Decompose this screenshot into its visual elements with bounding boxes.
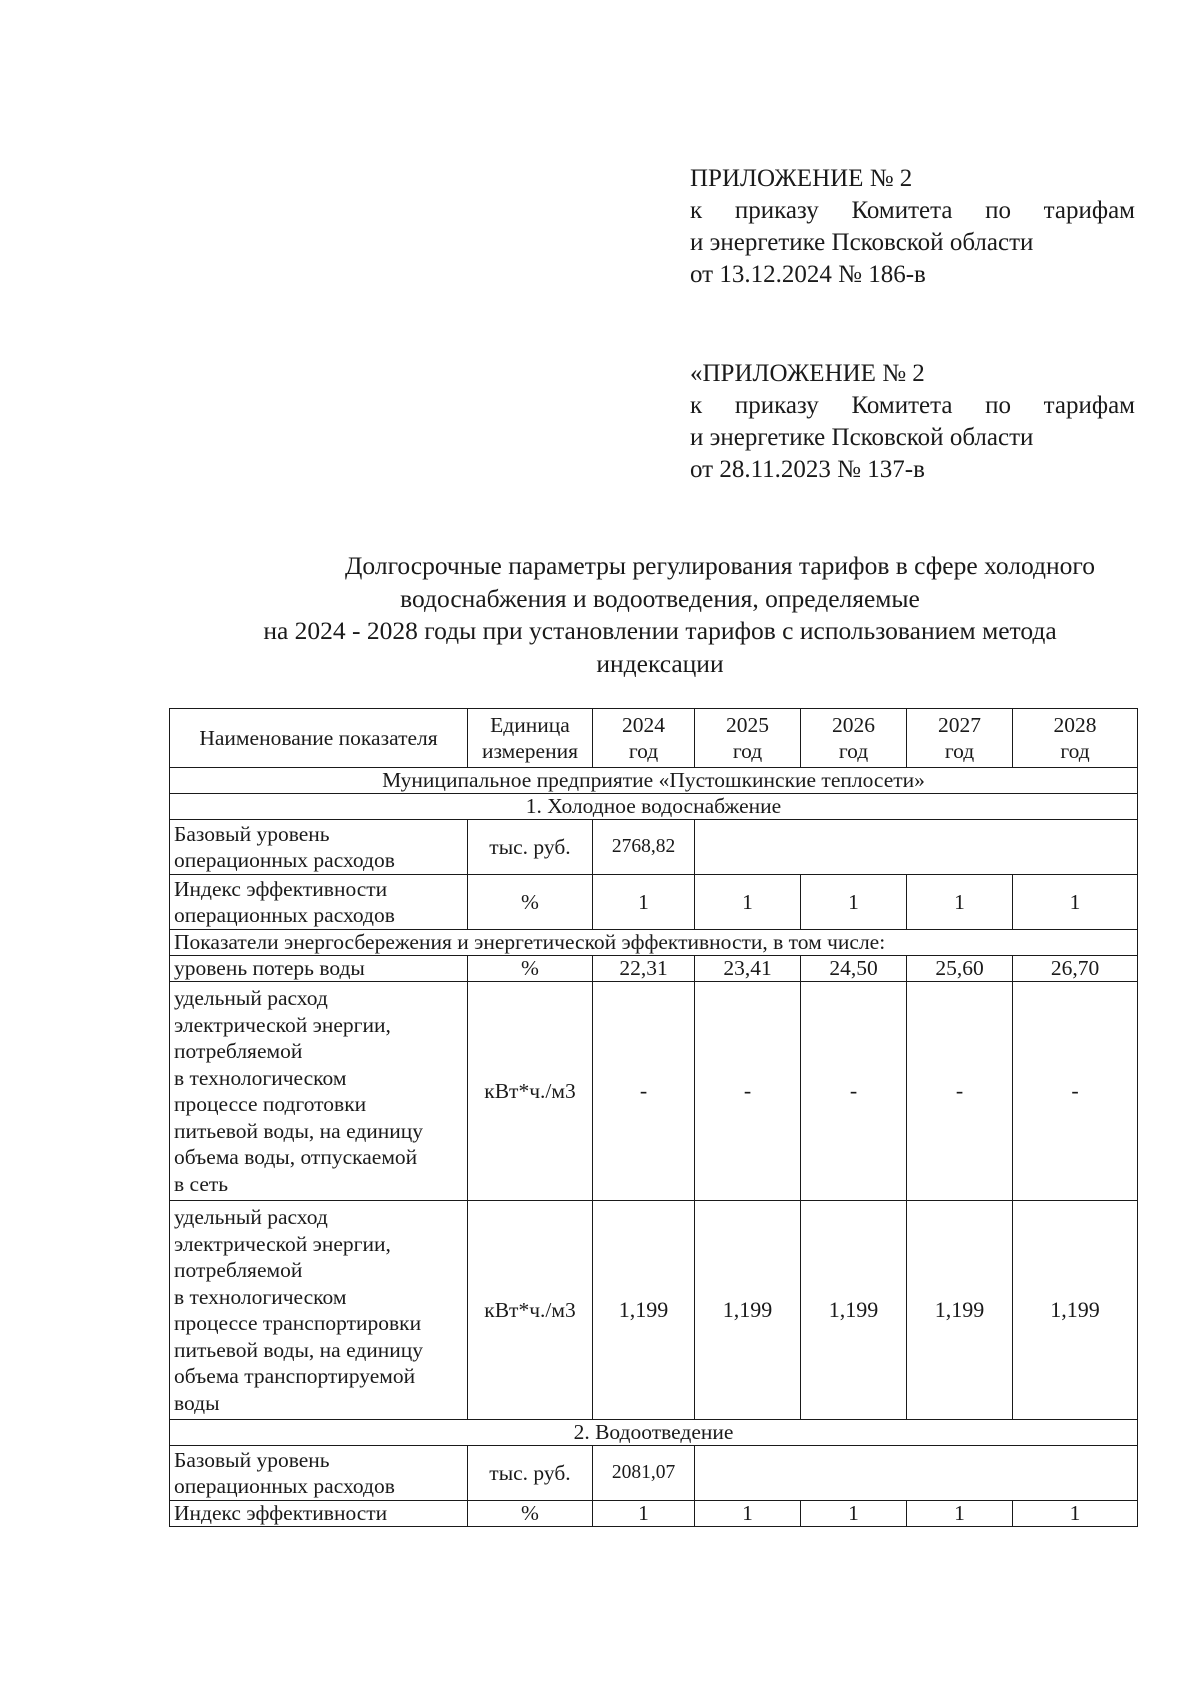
header-year-number: 2027 [938, 713, 981, 737]
row-name-line: удельный расход [174, 1205, 328, 1229]
header-year [907, 709, 1013, 768]
table-row [170, 1446, 1138, 1501]
table-row [170, 982, 1138, 1201]
header-name: Наименование показателя [170, 709, 468, 768]
organization-row [170, 768, 1138, 794]
appendix-order-line: к приказу Комитета по тарифам [690, 197, 1135, 224]
row-name-line: электрической энергии, [174, 1231, 391, 1256]
row-name-line: операционных расходов [174, 903, 395, 927]
row-name [170, 1446, 468, 1501]
row-value: 1 [801, 1501, 907, 1527]
row-value: 1 [593, 875, 695, 930]
group-title: Показатели энергосбережения и энергетической эффективности, в том числе: [170, 930, 1138, 956]
table-header-row [170, 709, 1138, 768]
row-empty [695, 820, 1138, 875]
header-year-word: год [628, 739, 659, 763]
document-title-line: Долгосрочные параметры регулирования тарифов в сфере холодного [345, 551, 1095, 580]
row-value: 2081,07 [593, 1446, 695, 1501]
row-value: 1 [1013, 875, 1138, 930]
row-unit: % [468, 875, 593, 930]
row-name [170, 875, 468, 930]
appendix-title: «ПРИЛОЖЕНИЕ № 2 [690, 360, 925, 387]
row-value: - [801, 982, 907, 1201]
appendix-committee-line: и энергетике Псковской области [690, 229, 1034, 256]
row-value: 1 [907, 875, 1013, 930]
row-value: 25,60 [907, 956, 1013, 982]
row-name-line: операционных расходов [174, 848, 395, 872]
row-value: - [907, 982, 1013, 1201]
row-name [170, 820, 468, 875]
row-name-line: в сеть [174, 1171, 229, 1196]
header-year [801, 709, 907, 768]
row-name-line: операционных расходов [174, 1474, 395, 1498]
row-unit: тыс. руб. [468, 820, 593, 875]
document-title-line: индексации [596, 648, 724, 678]
row-name-line: процессе подготовки [174, 1092, 367, 1116]
table-row [170, 956, 1138, 982]
row-name-line: Базовый уровень [174, 1447, 330, 1472]
header-year-word: год [838, 739, 869, 763]
row-value: - [593, 982, 695, 1201]
row-value: 23,41 [695, 956, 801, 982]
table-row [170, 875, 1138, 930]
appendix-committee-line: и энергетике Псковской области [690, 424, 1034, 451]
header-year-number: 2028 [1053, 713, 1097, 737]
section-title: 2. Водоотведение [170, 1420, 1138, 1446]
row-value: 1 [1013, 1501, 1138, 1527]
document-title [200, 550, 1120, 680]
header-year-word: год [732, 739, 763, 763]
row-value: 1,199 [801, 1201, 907, 1420]
row-unit: кВт*ч./м3 [468, 1201, 593, 1420]
row-value: - [1013, 982, 1138, 1201]
row-value: 1 [593, 1501, 695, 1527]
row-name [170, 1201, 468, 1420]
organization-name: Муниципальное предприятие «Пустошкинские теплосети» [170, 768, 1138, 794]
section-row [170, 794, 1138, 820]
document-title-line: на 2024 - 2028 годы при установлении тарифов с использованием метода [263, 616, 1057, 645]
row-name-line: питьевой воды, на единицу [174, 1118, 424, 1143]
row-name-line: удельный расход [174, 986, 328, 1010]
header-unit-line: измерения [481, 739, 579, 763]
row-unit: % [468, 956, 593, 982]
appendix-date-line: от 13.12.2024 № 186-в [690, 261, 926, 288]
row-name: уровень потерь воды [170, 956, 468, 982]
row-name-line: потребляемой [174, 1039, 303, 1063]
row-value: 1,199 [695, 1201, 801, 1420]
row-name-line: электрической энергии, [174, 1012, 391, 1037]
section-title: 1. Холодное водоснабжение [170, 794, 1138, 820]
row-name: Индекс эффективности [170, 1501, 468, 1527]
row-unit: % [468, 1501, 593, 1527]
row-name-line: потребляемой [174, 1258, 303, 1282]
header-year [1013, 709, 1138, 768]
table-row [170, 1501, 1138, 1527]
row-value: 1,199 [593, 1201, 695, 1420]
row-value: 1 [907, 1501, 1013, 1527]
row-unit: тыс. руб. [468, 1446, 593, 1501]
row-value: 1,199 [907, 1201, 1013, 1420]
appendix-header-original [690, 358, 1135, 486]
row-name-line: в технологическом [174, 1284, 347, 1309]
row-value: 1 [801, 875, 907, 930]
row-value: 22,31 [593, 956, 695, 982]
row-value: 1 [695, 1501, 801, 1527]
row-unit: кВт*ч./м3 [468, 982, 593, 1201]
table-row [170, 1201, 1138, 1420]
header-year-number: 2026 [832, 713, 875, 737]
row-value: 24,50 [801, 956, 907, 982]
header-year-number: 2024 [622, 713, 665, 737]
appendix-date-line: от 28.11.2023 № 137-в [690, 456, 925, 483]
row-value: 2768,82 [593, 820, 695, 875]
row-name-line: процессе транспортировки [174, 1311, 422, 1335]
header-year-word: год [1060, 739, 1090, 763]
row-name-line: Базовый уровень [174, 821, 330, 846]
header-unit [468, 709, 593, 768]
row-name-line: Индекс эффективности [174, 876, 388, 901]
row-value: - [695, 982, 801, 1201]
row-name-line: объема транспортируемой [174, 1364, 416, 1388]
row-value: 1 [695, 875, 801, 930]
section-row [170, 1420, 1138, 1446]
row-name-line: в технологическом [174, 1065, 347, 1090]
appendix-order-line: к приказу Комитета по тарифам [690, 392, 1135, 419]
row-name-line: объема воды, отпускаемой [174, 1145, 418, 1169]
group-row [170, 930, 1138, 956]
row-name [170, 982, 468, 1201]
row-name-line: питьевой воды, на единицу [174, 1337, 424, 1362]
document-title-line: водоснабжения и водоотведения, определяемые [400, 583, 920, 613]
header-year [593, 709, 695, 768]
header-unit-line: Единица [490, 713, 570, 737]
row-empty [695, 1446, 1138, 1501]
appendix-title: ПРИЛОЖЕНИЕ № 2 [690, 165, 913, 192]
parameters-table [169, 708, 1138, 1527]
header-year [695, 709, 801, 768]
appendix-header-current [690, 163, 1135, 291]
header-year-number: 2025 [726, 713, 769, 737]
table-row [170, 820, 1138, 875]
row-value: 1,199 [1013, 1201, 1138, 1420]
row-name-line: воды [174, 1390, 220, 1415]
row-value: 26,70 [1013, 956, 1138, 982]
header-year-word: год [944, 739, 975, 763]
